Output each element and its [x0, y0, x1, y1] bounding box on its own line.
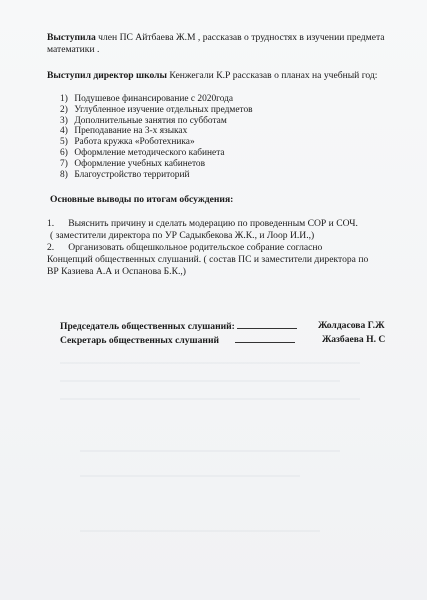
conclusions-title: Основные выводы по итогам обсуждения:: [50, 194, 234, 205]
conclusion-1: 1. Выяснить причину и сделать модерацию по проведенным СОР и СОЧ.: [47, 218, 358, 229]
speaker-text: Кенжегали К.Р рассказав о планах на учебный год:: [167, 70, 378, 81]
conclusions-list: [47, 218, 412, 278]
speaker-paragraph-1: [47, 32, 407, 56]
list-item: 4) Преподавание на 3-х языках: [60, 126, 188, 137]
list-item: 2) Углубленное изучение отдельных предметов: [60, 104, 253, 115]
list-item: 6) Оформление методического кабинета: [60, 147, 225, 158]
signatory-name: Жолдасова Г.Ж: [318, 320, 385, 331]
list-item: 7) Оформление учебных кабинетов: [60, 158, 206, 169]
plans-list: [60, 94, 253, 180]
list-item: 8) Благоустройство территорий: [60, 169, 190, 180]
signature-line: [237, 319, 297, 329]
conclusion-2-continued: Концепций общественных слушаний. ( состав ПС и заместители директора по: [47, 254, 369, 265]
list-item: 3) Дополнительные занятия по субботам: [60, 115, 227, 126]
speaker-label: Выступила: [47, 32, 96, 43]
speaker-text: член ПС Айтбаева Ж.М , рассказав о трудностях в изучении предмета математики .: [47, 32, 385, 55]
speaker-paragraph-2: [47, 70, 407, 82]
bleed-through-line: [80, 450, 340, 452]
bleed-through-line: [60, 362, 360, 364]
signatory-name: Жазбаева Н. С: [322, 334, 386, 345]
signature-row-chair: Председатель общественных слушаний: Жолдасова Г.Ж: [60, 320, 385, 332]
bleed-through-line: [60, 380, 340, 382]
list-item: 5) Работа кружка «Роботехника»: [60, 137, 195, 148]
signature-row-secretary: Секретарь общественных слушаний Жазбаева Н. С: [60, 334, 386, 346]
signature-line: [235, 333, 295, 343]
conclusion-2-continued: ВР Казиева А.А и Оспанова Б.К.,): [47, 266, 186, 277]
bleed-through-line: [80, 530, 320, 532]
signatures: [60, 319, 400, 347]
bleed-through-line: [60, 398, 360, 400]
conclusion-1-note: ( заместители директора по УР Садыкбекова Ж.К., и Лоор И.И.,): [50, 230, 315, 241]
speaker-label: Выступил директор школы: [47, 70, 168, 81]
bleed-through-line: [80, 475, 300, 477]
list-item: 1) Подушевое финансирование с 2020года: [60, 94, 234, 104]
conclusion-2: 2. Организовать общешкольное родительское собрание согласно: [47, 242, 323, 253]
